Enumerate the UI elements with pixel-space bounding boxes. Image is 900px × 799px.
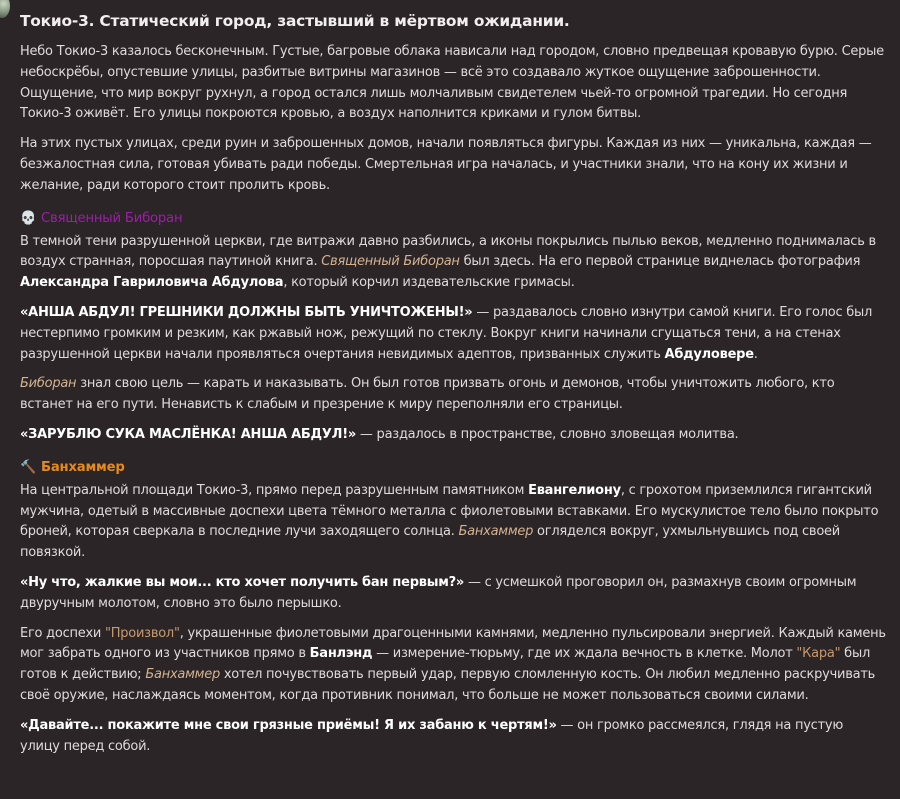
text: — раздалось в пространстве, словно зловещая молитва. (356, 426, 739, 442)
text: — он громко рассмеялся, глядя на пустую улицу перед собой. (20, 717, 844, 754)
text: хотел почувствовать первый удар, первую сломленную кость. Он любил медленно раскручивать своё оружие, наслаждаясь моментом, когда противник понимал, что больше не может пользоваться своими силами. (20, 667, 876, 703)
biboran-paragraph-3 (20, 374, 886, 416)
quoted-item: "Произвол" (105, 625, 180, 641)
intro-paragraph-1: Небо Токио-3 казалось бесконечным. Густые, багровые облака нависали над городом, словно предвещая кровавую бурю. Серые небоскрёбы, опустевшие улицы, разбитые витрины магазинов — всё это создавало жуткое ощущение заброшенности. Ощущение, что мир вокруг рухнул, а город остался лишь молчаливым свидетелем чьей-то огромной трагедии. Но сегодня Токио-3 оживёт. Его улицы покроются кровью, а воздух наполнится криками и гулом битвы. (20, 44, 884, 122)
biboran-paragraph-1 (20, 232, 886, 294)
text: Его доспехи (20, 625, 105, 641)
bold-term: Абдуловере (664, 346, 754, 362)
text: На центральной площади Токио-3, прямо перед разрушенным памятником (20, 482, 529, 498)
bold-term: Банлэнд (309, 646, 373, 662)
text: был здесь. На его первой странице виднелась фотография (459, 254, 861, 270)
heading-biboran-label: Священный Биборан (41, 210, 183, 226)
heading-banhammer-label: Банхаммер (41, 459, 125, 475)
text: , который корчил издевательские гримасы. (283, 275, 575, 291)
chat-message (20, 12, 886, 766)
banhammer-paragraph-1 (20, 481, 886, 564)
bold-name: Александра Гавриловича Абдулова (20, 275, 284, 291)
text: . (753, 346, 758, 362)
hammer-icon: 🔨 (20, 459, 36, 475)
biboran-paragraph-4 (20, 425, 886, 446)
banhammer-paragraph-4 (20, 716, 886, 758)
bold-quote: «Давайте... покажите мне свои грязные приёмы! Я их забаню к чертям!» (20, 717, 557, 733)
avatar[interactable] (0, 0, 10, 18)
bold-quote: «ЗАРУБЛЮ СУКА МАСЛЁНКА! АНША АБДУЛ!» (20, 426, 357, 442)
section-heading-banhammer (20, 458, 886, 478)
quoted-item: "Кара" (796, 646, 841, 662)
biboran-paragraph-2 (20, 303, 886, 365)
text: был готов к действию; (20, 646, 871, 683)
character-name: Банхаммер (145, 667, 220, 683)
banhammer-paragraph-2 (20, 573, 886, 615)
text: — раздавалось словно изнутри самой книги. Его голос был нестерпимо громким и резким, как ржавый нож, режущий по стеклу. Вокруг книги начинали сгущаться тени, а на стенах разрушенной церкви начали проявляться очертания невидимых адептов, призванных служить (20, 304, 873, 362)
text: — измерение-тюрьму, где их ждала вечность в клетке. Молот (372, 646, 797, 662)
bold-quote: «АНША АБДУЛ! ГРЕШНИКИ ДОЛЖНЫ БЫТЬ УНИЧТОЖЕНЫ!» (20, 304, 473, 320)
banhammer-paragraph-3 (20, 624, 886, 707)
bold-term: Евангелиону (528, 482, 621, 498)
text: , украшенные фиолетовыми драгоценными камнями, медленно пульсировали энергией. Каждый камень мог забрать одного из участников прямо в (20, 625, 886, 662)
intro-paragraph-2: На этих пустых улицах, среди руин и заброшенных домов, начали появляться фигуры. Каждая из них — уникальна, каждая — безжалостная сила, готовая убивать ради победы. Смертельная игра началась, и участники знали, что на кону их жизни и желание, ради которого стоит пролить кровь. (20, 136, 872, 193)
text: — с усмешкой проговорил он, размахнув своим огромным двуручным молотом, словно это было перышко. (20, 574, 857, 611)
text: огляделся вокруг, ухмыльнувшись под своей повязкой. (20, 524, 840, 561)
bold-quote: «Ну что, жалкие вы мои... кто хочет получить бан первым?» (20, 574, 465, 590)
skull-icon: 💀 (20, 210, 36, 226)
text: знал свою цель — карать и наказывать. Он был готов призвать огонь и демонов, чтобы уничтожить любого, кто встанет на его пути. Ненависть к слабым и презрение к миру переполняли его страницы. (20, 376, 835, 413)
text: , с грохотом приземлился гигантский мужчина, одетый в массивные доспехи цвета тёмного металла с фиолетовыми вставками. Его мускулистое тело было покрыто броней, которая сверкала в последние лучи заходящего солнца. (20, 482, 879, 540)
character-name: Священный Биборан (321, 254, 460, 270)
story-title: Токио-3. Статический город, застывший в мёртвом ожидании. (20, 12, 570, 30)
section-heading-biboran (20, 209, 886, 229)
text: В темной тени разрушенной церкви, где витражи давно разбились, а иконы покрылись пылью веков, медленно поднималась в воздух странная, поросшая паутиной книга. (20, 233, 876, 270)
character-name: Банхаммер (458, 524, 534, 540)
character-name: Биборан (20, 376, 77, 392)
